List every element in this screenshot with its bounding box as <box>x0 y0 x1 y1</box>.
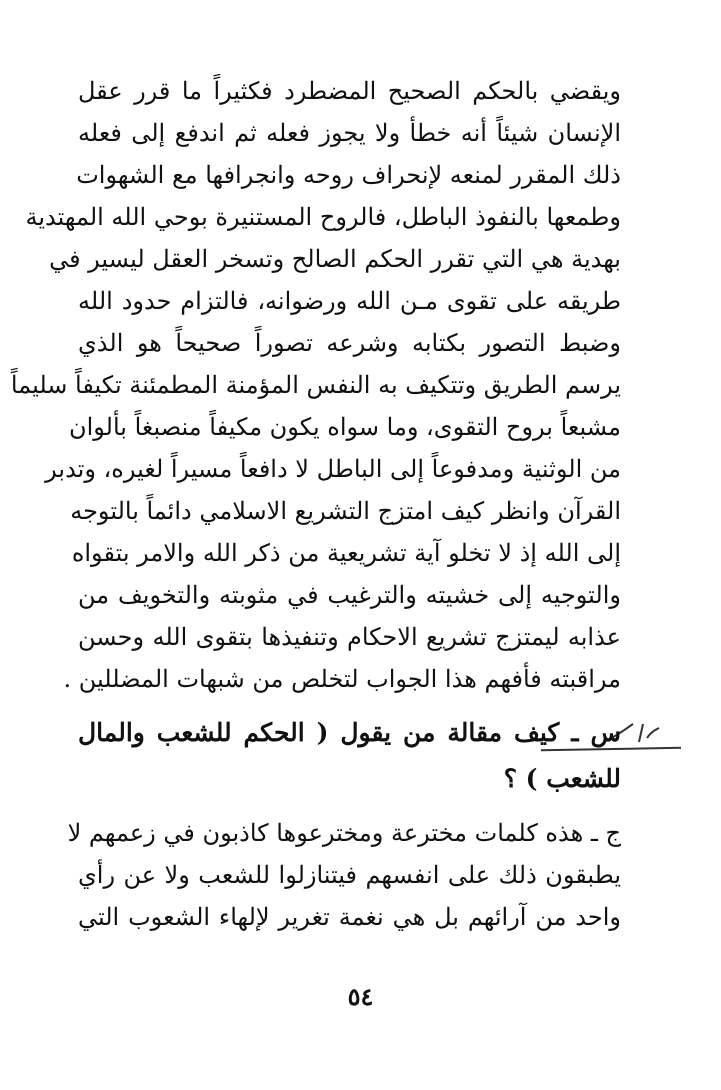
answer-line: يطبقون ذلك على انفسهم فيتنازلوا للشعب ولا عن رأي <box>78 861 621 889</box>
paragraph-line: وطمعها بالنفوذ الباطل، فالروح المستنيرة بوحي الله المهتدية <box>25 203 621 231</box>
answer-block <box>67 812 621 938</box>
question-block <box>78 710 621 802</box>
paragraph-line: ذلك المقرر لمنعه لإنحراف روحه وانجرافها مع الشهوات <box>76 161 621 189</box>
question-line: س ـ كيف مقالة من يقول ( الحكم للشعب والمال <box>78 718 621 747</box>
paragraph-line: الإنسان شيئاً أنه خطأ ولا يجوز فعله ثم اندفع إلى فعله <box>78 119 621 147</box>
paragraph-line: بهدية هي التي تقرر الحكم الصالح وتسخر العقل ليسير في <box>49 245 621 273</box>
question-line: للشعب ) ؟ <box>503 764 621 793</box>
body-paragraph <box>10 70 621 700</box>
paragraph-line: طريقه على تقوى مـن الله ورضوانه، فالتزام حدود الله <box>78 287 621 315</box>
answer-line: واحد من آرائهم بل هي نغمة تغرير لإلهاء الشعوب التي <box>78 903 621 931</box>
paragraph-line: وضبط التصور بكتابه وشرعه تصوراً صحيحاً هو الذي <box>78 329 621 357</box>
paragraph-line: والتوجيه إلى خشيته والترغيب في مثوبته والتخويف من <box>78 581 621 609</box>
answer-line: ج ـ هذه كلمات مخترعة ومخترعوها كاذبون في زعمهم لا <box>67 819 621 847</box>
paragraph-line: من الوثنية ومدفوعاً إلى الباطل لا دافعاً مسيراً لغيره، وتدبر <box>45 455 621 483</box>
paragraph-line: القرآن وانظر كيف امتزج التشريع الاسلامي دائماً بالتوجه <box>70 497 621 525</box>
page-number: ٥٤ <box>347 982 374 1011</box>
paragraph-line: ويقضي بالحكم الصحيح المضطرد فكثيراً ما قرر عقل <box>78 77 621 105</box>
paragraph-line: يرسم الطريق وتتكيف به النفس المؤمنة المطمئنة تكيفاً سليماً <box>10 371 621 399</box>
paragraph-line: مشبعاً بروح التقوى، وما سواه يكون مكيفاً منصبغاً بألوان <box>68 413 621 441</box>
paragraph-line: مراقبته فأفهم هذا الجواب لتخلص من شبهات المضللين . <box>63 665 621 693</box>
paragraph-line: إلى الله إذ لا تخلو آية تشريعية من ذكر الله والامر بتقواه <box>71 539 621 567</box>
paragraph-line: عذابه ليمتزج تشريع الاحكام وتنفيذها بتقوى الله وحسن <box>78 623 621 651</box>
